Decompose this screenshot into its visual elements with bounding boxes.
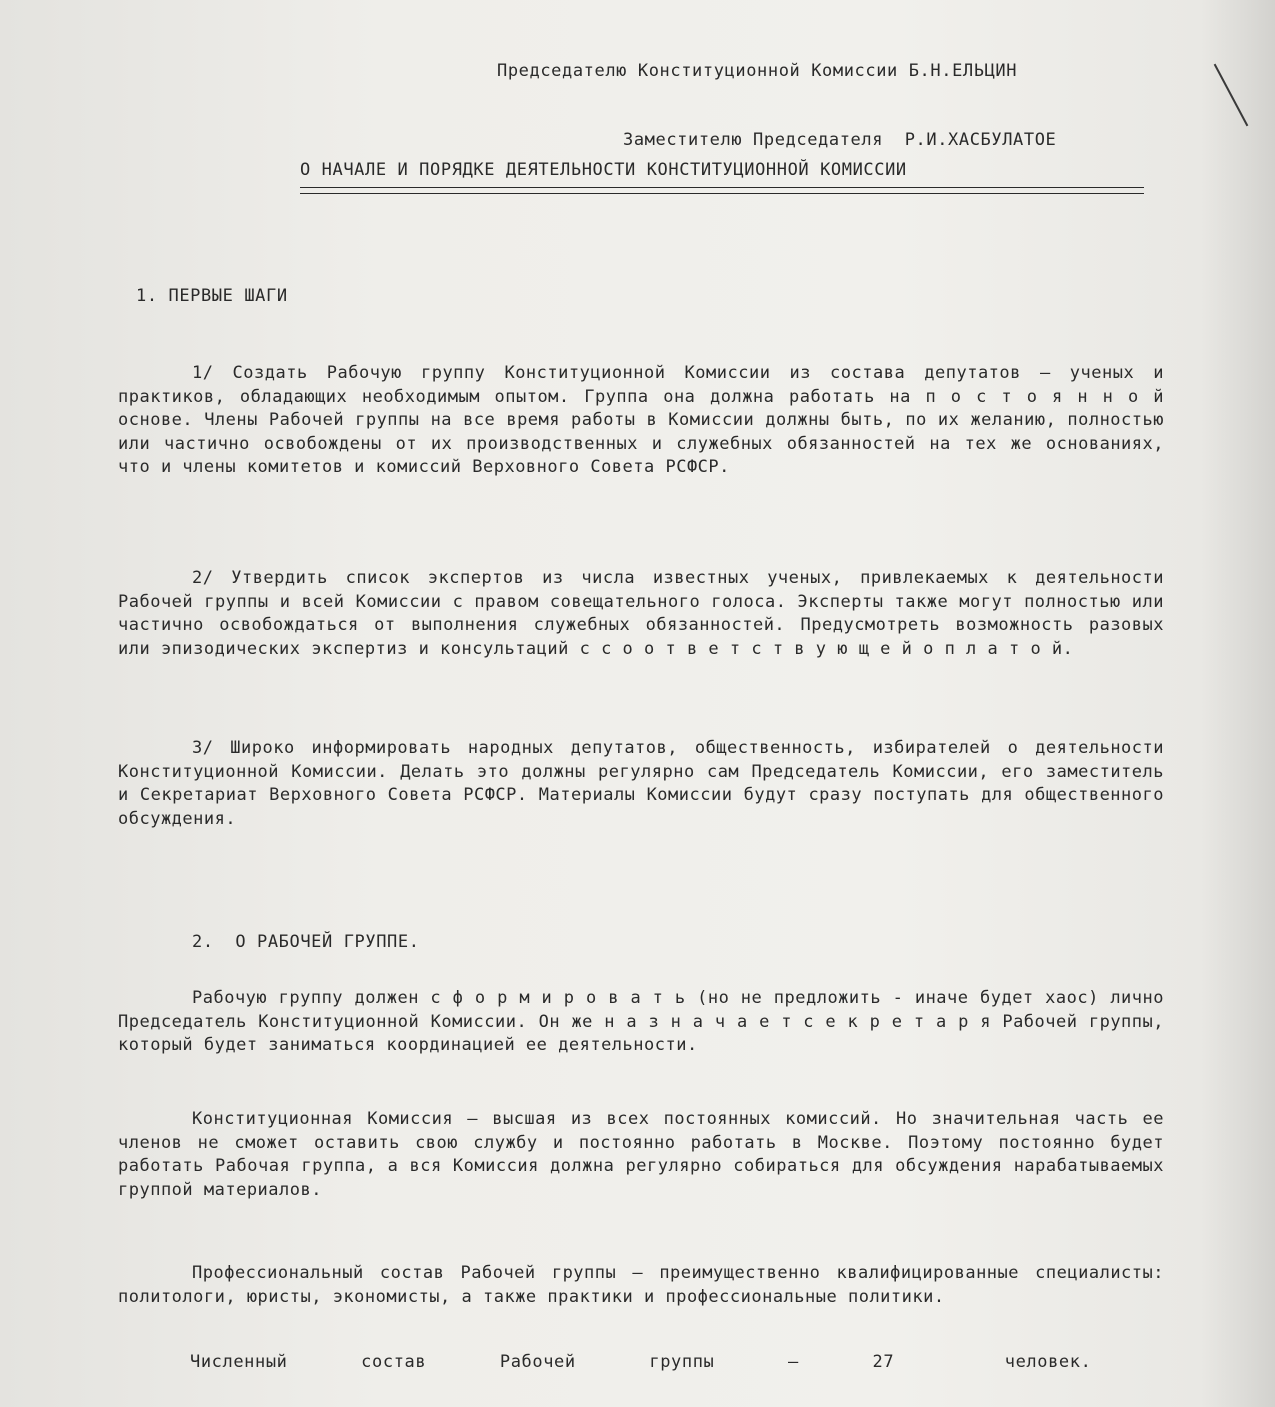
section-2-paragraph-1	[118, 987, 1164, 1058]
addressee-line-1: Председателю Конституционной Комиссии Б.Н.ЕЛЬЦИН	[497, 61, 1018, 81]
section-2-paragraph-3-text: Профессиональный состав Рабочей группы – преимущественно квалифицированные специалисты: политологи, юристы, экономисты, а также практики и профессиональные политики.	[118, 1263, 1164, 1307]
section-2-paragraph-4: Численный состав Рабочей группы – 27 человек.	[190, 1352, 1092, 1372]
page-shadow	[1200, 0, 1275, 1407]
section-1-paragraph-1-text: 1/ Создать Рабочую группу Конституционной Комиссии из состава депутатов – ученых и практиков, обладающих необходимым опытом. Группа она должна работать на п о с т о я н н о й основе. Члены Рабочей группы на все время работы в Комиссии должны быть, по их желанию, полностью или частично освобождены от их производственных и служебных обязанностей на тех же основаниях, что и члены комитетов и комиссий Верховного Совета РСФСР.	[118, 363, 1164, 478]
section-2-paragraph-3	[118, 1262, 1164, 1309]
document-title: О НАЧАЛЕ И ПОРЯДКЕ ДЕЯТЕЛЬНОСТИ КОНСТИТУЦИОННОЙ КОМИССИИ	[300, 160, 907, 180]
section-2-heading: 2. О РАБОЧЕЙ ГРУППЕ.	[192, 932, 420, 952]
section-2-paragraph-1-text: Рабочую группу должен с ф о р м и р о в а т ь (но не предложить - иначе будет хаос) лично Председатель Конституционной Комиссии. Он же н а з н а ч а е т с е к р е т а р я Рабочей группы, который будет заниматься координацией ее деятельности.	[118, 988, 1164, 1056]
section-1-paragraph-1	[118, 362, 1164, 480]
section-1-heading: 1. ПЕРВЫЕ ШАГИ	[136, 286, 288, 306]
section-1-paragraph-2	[118, 567, 1164, 661]
section-2-paragraph-2-text: Конституционная Комиссия – высшая из всех постоянных комиссий. Но значительная часть ее членов не сможет оставить свою службу и постоянно работать в Москве. Поэтому постоянно будет работать Рабочая группа, а вся Комиссия должна регулярно собираться для обсуждения нарабатываемых группой материалов.	[118, 1109, 1164, 1200]
title-double-underline	[300, 187, 1144, 194]
section-1-paragraph-3-text: 3/ Широко информировать народных депутатов, общественность, избирателей о деятельности Конституционной Комиссии. Делать это должны регулярно сам Председатель Комиссии, его заместитель и Секретариат Верховного Совета РСФСР. Материалы Комиссии будут сразу поступать для общественного обсуждения.	[118, 738, 1164, 829]
addressee-line-2: Заместителю Председателя Р.И.ХАСБУЛАТОЕ	[623, 130, 1057, 150]
section-2-paragraph-2	[118, 1108, 1164, 1202]
section-1-paragraph-3	[118, 737, 1164, 831]
section-1-paragraph-2-text: 2/ Утвердить список экспертов из числа известных ученых, привлекаемых к деятельности Рабочей группы и всей Комиссии с правом совещательного голоса. Эксперты также могут полностью или частично освобождаться от выполнения служебных обязанностей. Предусмотреть возможность разовых или эпизодических экспертиз и консультаций с с о о т в е т с т в у ю щ е й о п л а т о й.	[118, 568, 1164, 659]
